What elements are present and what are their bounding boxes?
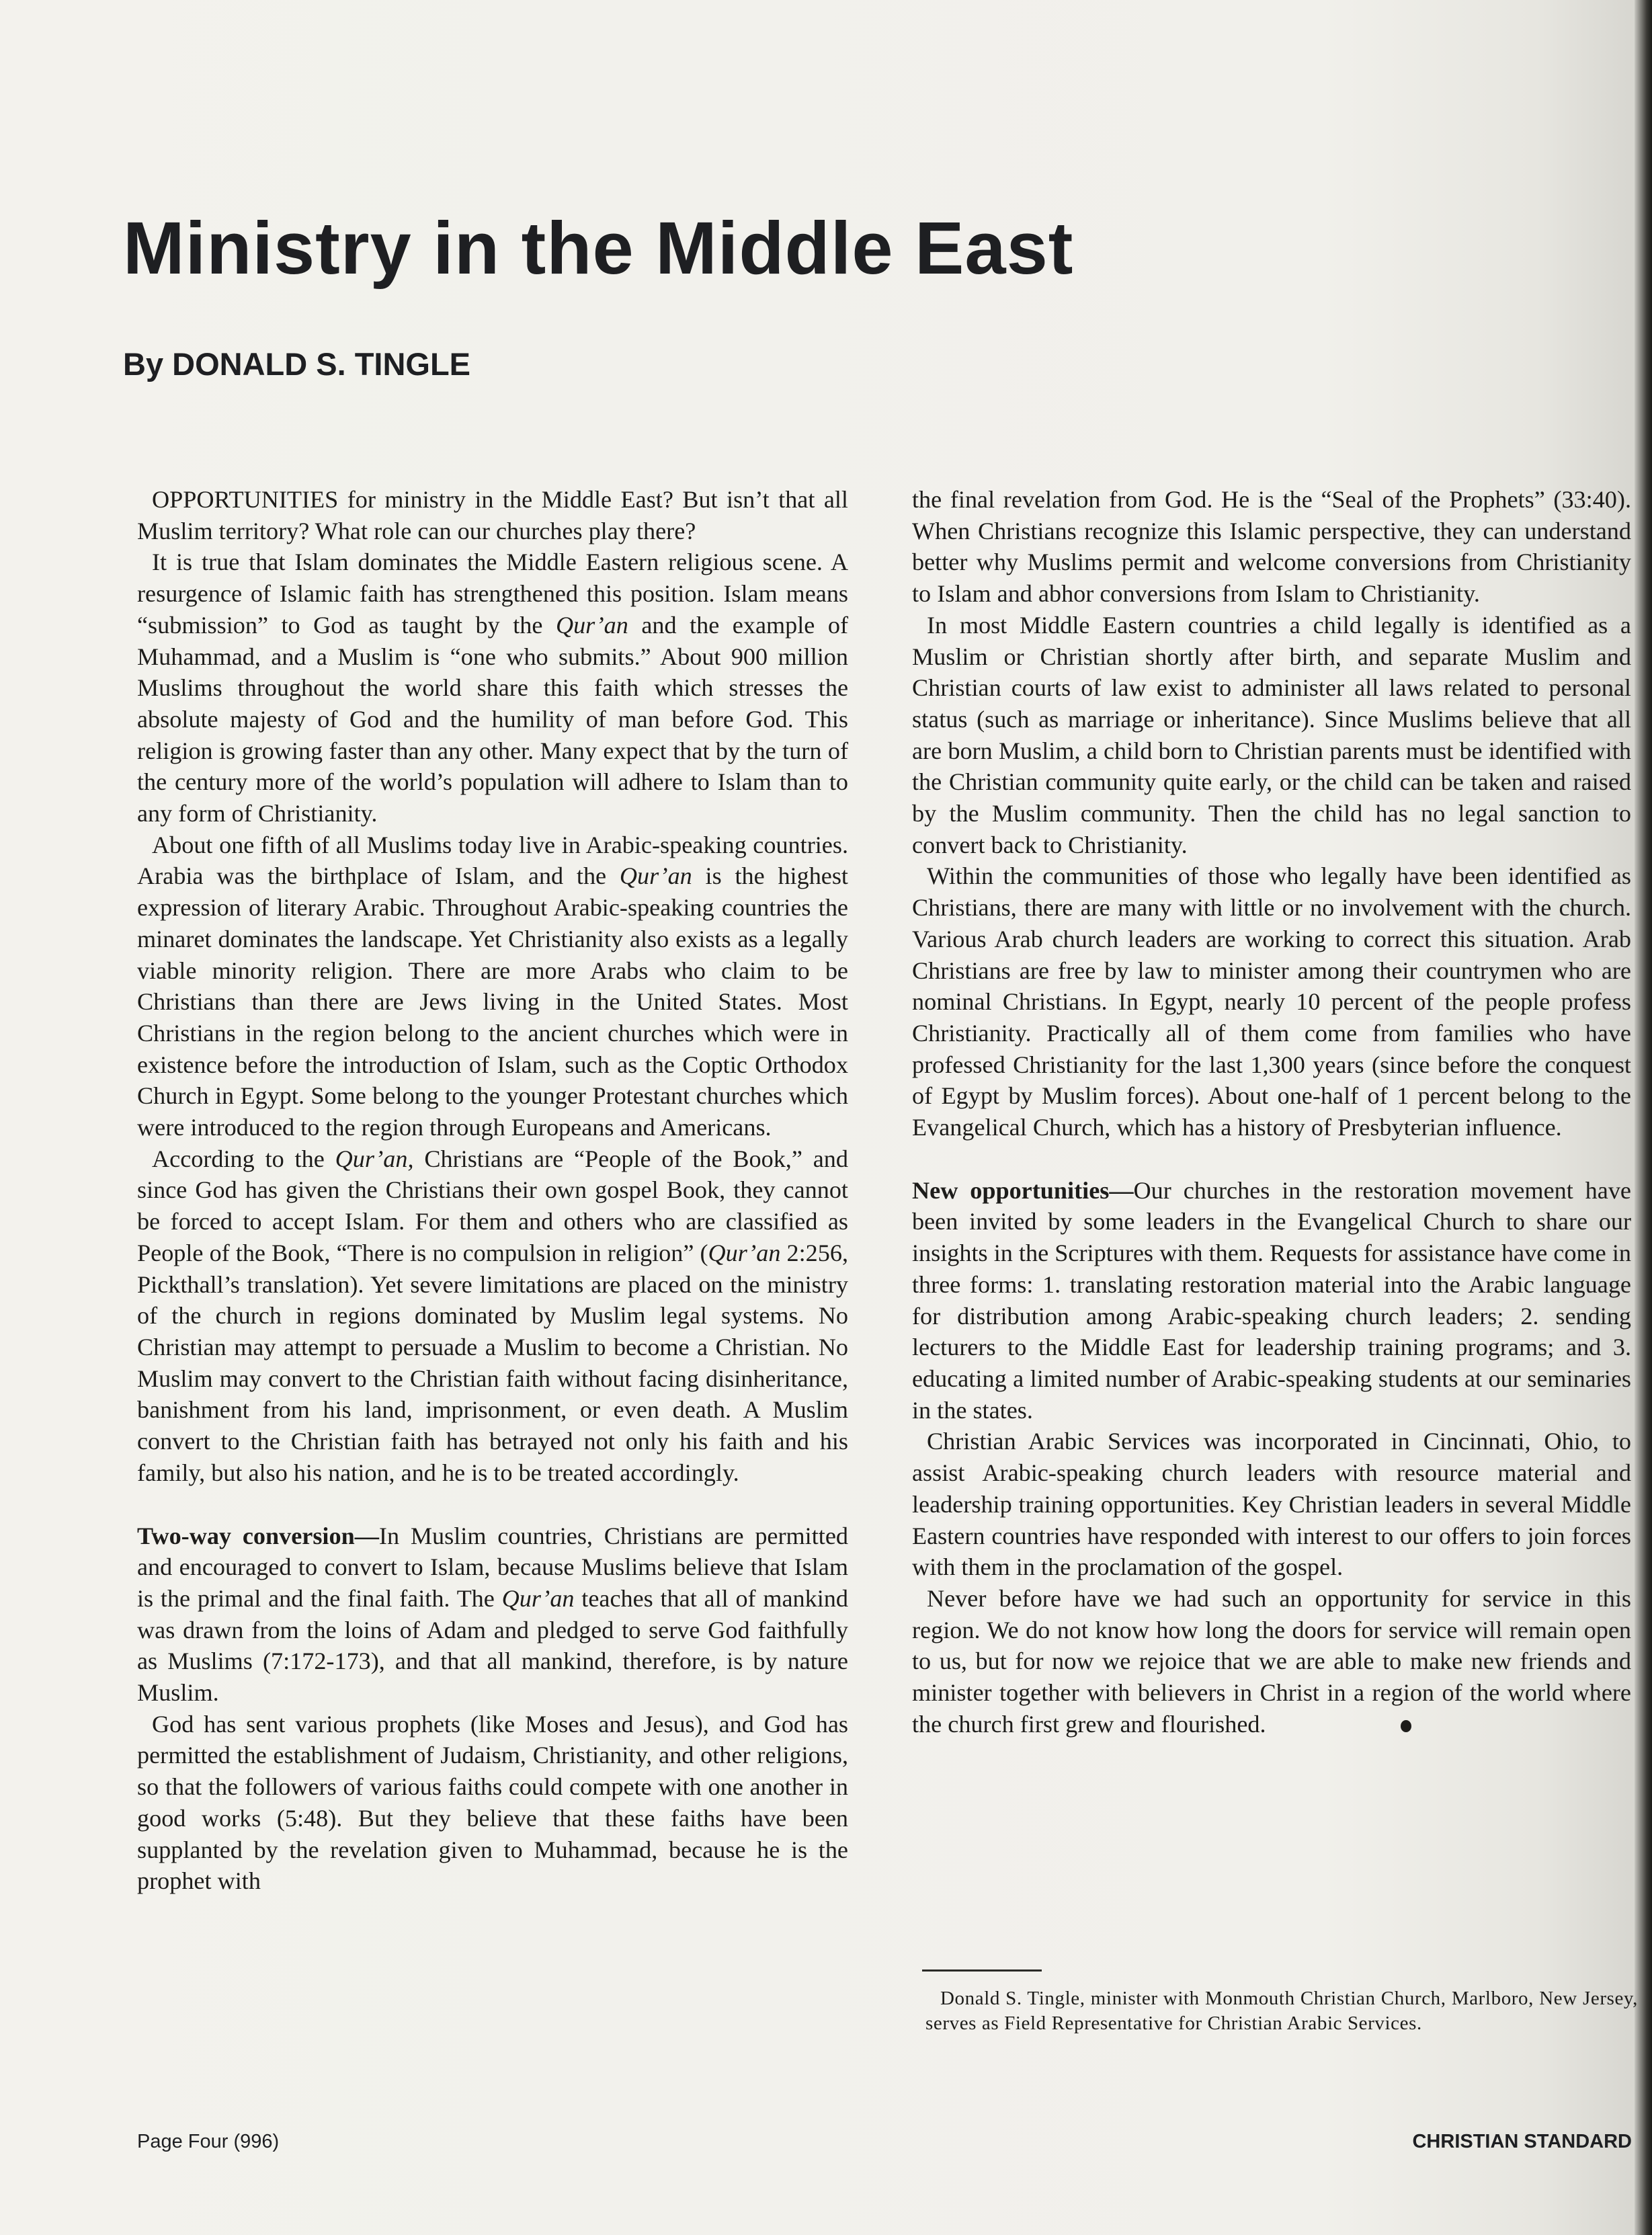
paragraph: According to the Qur’an, Christians are “People of the Book,” and since God has given the Christians their own gospel Book, they cannot be forced to accept Islam. For them and others who are classified as People of the Book, “There is no compulsion in religion” (Qur’an 2:256, Pickthall’s translation). Yet severe limitations are placed on the ministry of the church in regions dominated by Muslim legal systems. No Christian may attempt to persuade a Muslim to become a Christian. No Muslim may convert to the Christian faith without facing disinheritance, banishment from his land, imprisonment, or even death. A Muslim convert to the Christian faith has betrayed not only his faith and his family, but also his nation, and he is to be treated accordingly. bbox=[137, 1145, 848, 1486]
paragraph: OPPORTUNITIES for ministry in the Middle East? But isn’t that all Muslim territory? What role can our churches play there? bbox=[137, 486, 848, 544]
paragraph: It is true that Islam dominates the Middle Eastern religious scene. A resurgence of Islamic faith has strengthened this position. Islam means “submission” to God as taught by the Qur’an and the example of Muhammad, and a Muslim is “one who submits.” About 900 million Muslims throughout the world share this faith which stresses the absolute majesty of God and the humility of man before God. This religion is growing faster than any other. Many expect that by the turn of the century more of the world’s population will adhere to Islam than to any form of Christianity. bbox=[137, 548, 848, 827]
paragraph: Never before have we had such an opportunity for service in this region. We do not know how long the doors for service will remain open to us, but for now we rejoice that we are able to make new friends and minister together with believers in Christ in a region of the world where the church first grew and flourished. bbox=[912, 1584, 1631, 1738]
paragraph: Within the communities of those who legally have been identified as Christians, there are many with little or no involvement with the church. Various Arab church leaders are working to correct this situation. Arab Christians are free by law to minister among their countrymen who are nominal Christians. In Egypt, nearly 10 percent of the people profess Christianity. Practically all of them come from families who have professed Christianity for the last 1,300 years (since before the conquest of Egypt by Muslim forces). About one-half of 1 percent belong to the Evangelical Church, which has a history of Presbyterian influence. bbox=[912, 862, 1631, 1141]
paragraph: the final revelation from God. He is the “Seal of the Prophets” (33:40). When Christians recognize this Islamic perspective, they can understand better why Muslims permit and welcome conversions from Christianity to Islam and abhor conversions from Islam to Christianity. bbox=[912, 486, 1631, 608]
paragraph: Christian Arabic Services was incorporated in Cincinnati, Ohio, to assist Arabic-speaking church leaders with resource material and leadership training opportunities. Key Christian leaders in several Middle Eastern countries have responded with interest to our offers to join forces with them in the proclamation of the gospel. bbox=[912, 1428, 1631, 1581]
left-column bbox=[137, 484, 848, 1897]
author-footnote: Donald S. Tingle, minister with Monmouth Christian Church, Marlboro, New Jersey, serves as Field Representative for Christian Arabic Services. bbox=[925, 1988, 1638, 2034]
subheading-new-opportunities: New opportunities— bbox=[912, 1176, 1134, 1204]
right-column bbox=[912, 484, 1631, 1740]
end-of-article-mark bbox=[1401, 1720, 1411, 1732]
paragraph: God has sent various prophets (like Moses and Jesus), and God has permitted the establishment of Judaism, Christianity, and other religions, so that the followers of various faiths could compete with one another in good works (5:48). But they believe that these faiths have been supplanted by the revelation given to Muhammad, because he is the prophet with bbox=[137, 1710, 848, 1895]
paragraph: About one fifth of all Muslims today live in Arabic-speaking countries. Arabia was the birthplace of Islam, and the Qur’an is the highest expression of literary Arabic. Throughout Arabic-speaking countries the minaret dominates the landscape. Yet Christianity also exists as a legally viable minority religion. There are more Arabs who claim to be Christians than there are Jews living in the United States. Most Christians in the region belong to the ancient churches which were in existence before the introduction of Islam, such as the Coptic Orthodox Church in Egypt. Some belong to the younger Protestant churches which were introduced to the region through Europeans and Americans. bbox=[137, 831, 848, 1141]
article-title: Ministry in the Middle East bbox=[123, 207, 1074, 290]
page-number: Page Four (996) bbox=[137, 2131, 280, 2152]
binding-edge bbox=[1635, 0, 1652, 2235]
publication-name: CHRISTIAN STANDARD bbox=[1412, 2131, 1632, 2152]
paragraph: New opportunities—Our churches in the restoration movement have been invited by some leaders in the Evangelical Church to share our insights in the Scriptures with them. Requests for assistance have come in three forms: 1. translating restoration material into the Arabic language for distribution among Arabic-speaking church leaders; 2. sending lecturers to the Middle East for leadership training programs; and 3. educating a limited number of Arabic-speaking students at our seminaries in the states. bbox=[912, 1176, 1631, 1424]
subheading-two-way-conversion: Two-way conversion— bbox=[137, 1522, 379, 1549]
article-byline: By DONALD S. TINGLE bbox=[123, 346, 471, 382]
paragraph: Two-way conversion—In Muslim countries, Christians are permitted and encouraged to convert to Islam, because Muslims believe that Islam is the primal and the final faith. The Qur’an teaches that all of mankind was drawn from the loins of Adam and pledged to serve God faithfully as Muslims (7:172-173), and that all mankind, therefore, is by nature Muslim. bbox=[137, 1522, 848, 1707]
paragraph: In most Middle Eastern countries a child legally is identified as a Muslim or Christian shortly after birth, and separate Muslim and Christian courts of law exist to administer all laws related to personal status (such as marriage or inheritance). Since Muslims believe that all are born Muslim, a child born to Christian parents must be identified with the Christian community quite early, or the child can be taken and raised by the Muslim community. Then the child has no legal sanction to convert back to Christianity. bbox=[912, 611, 1631, 858]
footnote-rule bbox=[922, 1969, 1042, 1972]
